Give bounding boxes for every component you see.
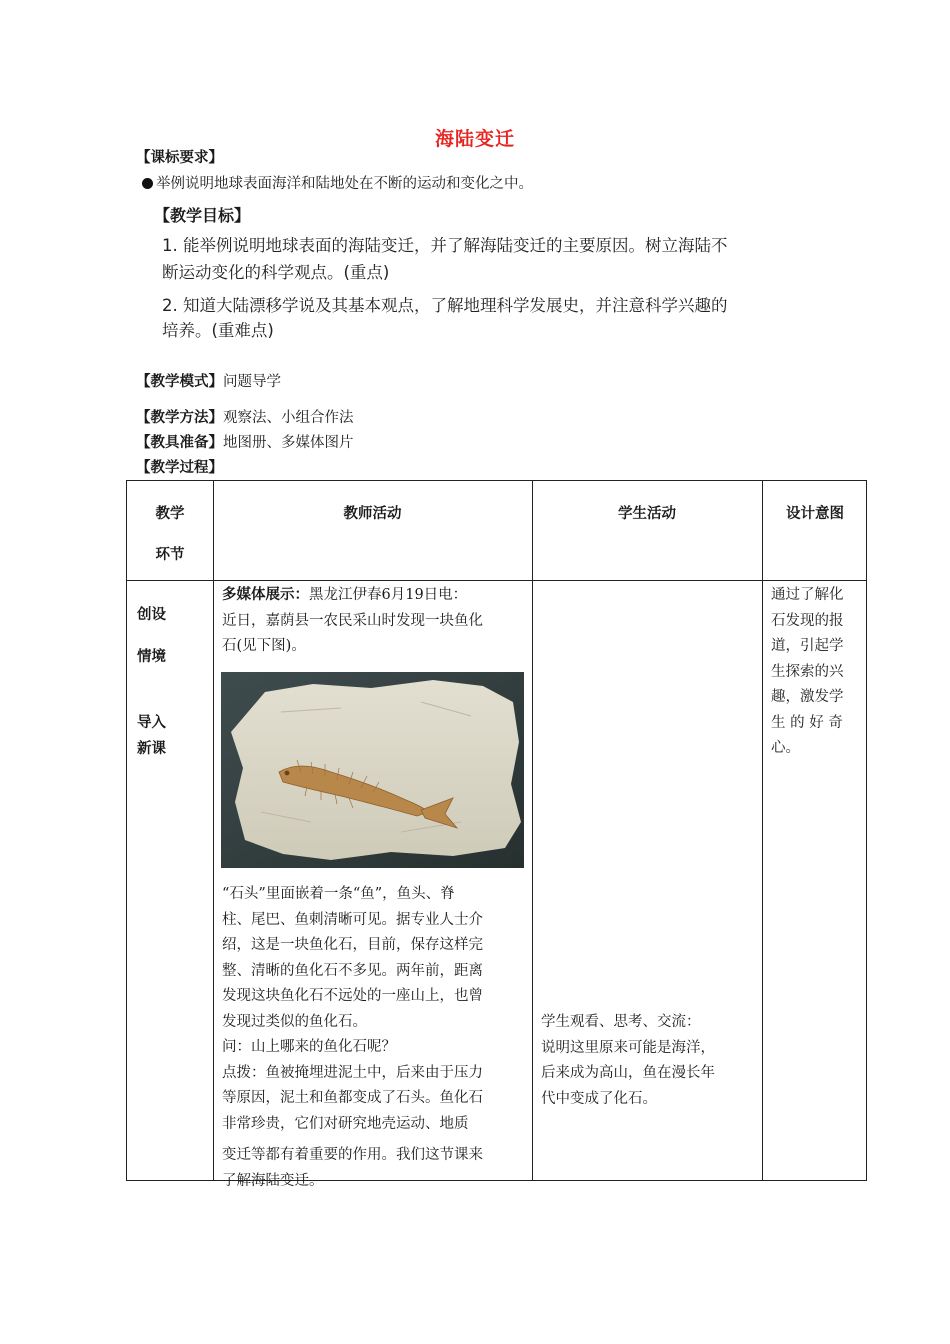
teacher-line: 绍，这是一块鱼化石，目前，保存这样完 bbox=[222, 937, 483, 953]
stage-text: 新课 bbox=[137, 741, 166, 757]
intent-line: 心。 bbox=[771, 740, 800, 756]
table-divider bbox=[762, 481, 763, 1180]
teacher-body bbox=[222, 882, 527, 1194]
intent-line: 趣，激发学 bbox=[771, 689, 844, 705]
design-intent bbox=[771, 583, 861, 762]
header-student: 学生活动 bbox=[618, 506, 676, 522]
teacher-line: 发现过类似的鱼化石。 bbox=[222, 1013, 367, 1030]
table-divider bbox=[213, 481, 214, 1180]
teaching-method-label: 【教学方法】 bbox=[136, 410, 223, 426]
multimedia-label: 多媒体展示： bbox=[222, 587, 309, 603]
header-stage-line2: 环节 bbox=[155, 547, 185, 563]
teacher-line: 变迁等都有着重要的作用。我们这节课来 bbox=[222, 1147, 483, 1163]
bullet-icon bbox=[142, 178, 153, 189]
student-line: 学生观看、思考、交流： bbox=[541, 1014, 701, 1030]
objectives-heading: 【教学目标】 bbox=[154, 206, 251, 225]
intent-line: 生探索的兴 bbox=[771, 663, 844, 680]
teacher-line: 了解海陆变迁。 bbox=[222, 1172, 324, 1189]
teacher-line: “石头”里面嵌着一条“鱼”，鱼头、脊 bbox=[222, 886, 455, 902]
stage-text: 导入 bbox=[137, 715, 166, 731]
teaching-process-table bbox=[126, 480, 867, 1189]
teaching-tools-value: 地图册、多媒体图片 bbox=[223, 435, 354, 451]
teaching-method bbox=[136, 408, 354, 428]
teaching-process-label: 【教学过程】 bbox=[136, 460, 223, 476]
teacher-intro-line: 石(见下图)。 bbox=[222, 638, 306, 654]
teaching-mode bbox=[136, 372, 281, 392]
stage-text: 创设 bbox=[137, 607, 166, 623]
objective-line: 2. 知道大陆漂移学说及其基本观点，了解地理科学发展史，并注意科学兴趣的 bbox=[162, 296, 728, 315]
teacher-line: 非常珍贵，它们对研究地壳运动、地质 bbox=[222, 1115, 469, 1132]
curriculum-item-text: 举例说明地球表面海洋和陆地处在不断的运动和变化之中。 bbox=[156, 176, 533, 192]
intent-line: 道，引起学 bbox=[771, 638, 844, 654]
teacher-intro-line: 近日，嘉荫县一农民采山时发现一块鱼化 bbox=[222, 612, 483, 629]
teacher-line: 柱、尾巴、鱼刺清晰可见。据专业人士介 bbox=[222, 911, 483, 928]
fish-fossil-image bbox=[221, 672, 524, 868]
teaching-tools bbox=[136, 433, 354, 453]
stage-text: 情境 bbox=[137, 649, 166, 665]
intent-line: 石发现的报 bbox=[771, 612, 844, 629]
intent-line: 通过了解化 bbox=[771, 587, 844, 603]
page-title: 海陆变迁 bbox=[434, 128, 515, 150]
teacher-line: 发现这块鱼化石不远处的一座山上，也曾 bbox=[222, 988, 483, 1004]
table-divider bbox=[127, 580, 866, 581]
teaching-method-value: 观察法、小组合作法 bbox=[223, 410, 354, 426]
curriculum-item bbox=[142, 174, 533, 194]
teaching-mode-label: 【教学模式】 bbox=[136, 374, 223, 390]
header-intent: 设计意图 bbox=[786, 506, 844, 522]
teaching-mode-value: 问题导学 bbox=[223, 374, 281, 390]
student-activity bbox=[541, 1010, 759, 1112]
student-line: 代中变成了化石。 bbox=[541, 1090, 657, 1107]
curriculum-heading: 【课标要求】 bbox=[136, 150, 223, 166]
header-stage-line1: 教学 bbox=[155, 506, 185, 522]
teacher-line: 问：山上哪来的鱼化石呢？ bbox=[222, 1039, 396, 1055]
teacher-intro bbox=[222, 583, 527, 660]
objective-line: 断运动变化的科学观点。(重点) bbox=[162, 263, 390, 282]
student-line: 后来成为高山，鱼在漫长年 bbox=[541, 1065, 715, 1081]
table-divider bbox=[532, 481, 533, 1180]
student-line: 说明这里原来可能是海洋， bbox=[541, 1039, 715, 1056]
teacher-line: 整、清晰的鱼化石不多见。两年前，距离 bbox=[222, 962, 483, 979]
objective-line: 培养。(重难点) bbox=[162, 321, 274, 340]
intent-line: 生 的 好 奇 bbox=[771, 714, 843, 731]
objective-line: 1. 能举例说明地球表面的海陆变迁，并了解海陆变迁的主要原因。树立海陆不 bbox=[162, 236, 728, 255]
teacher-line: 等原因，泥土和鱼都变成了石头。鱼化石 bbox=[222, 1090, 483, 1106]
header-teacher: 教师活动 bbox=[343, 506, 402, 522]
teaching-tools-label: 【教具准备】 bbox=[136, 435, 223, 451]
teacher-intro-line: 黑龙江伊春6月19日电： bbox=[309, 587, 468, 603]
teacher-line: 点拨：鱼被掩埋进泥土中，后来由于压力 bbox=[222, 1064, 483, 1081]
